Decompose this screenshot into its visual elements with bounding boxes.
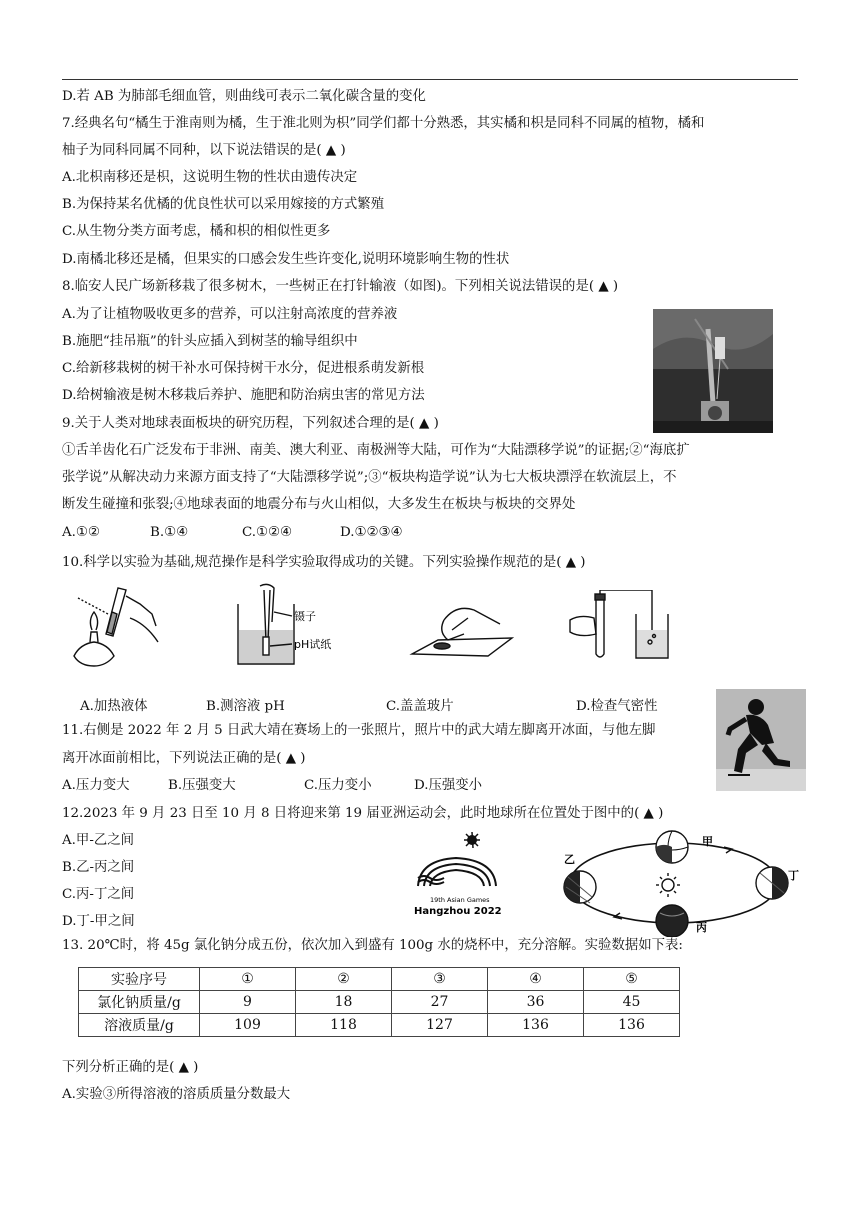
q7-option-b: B.为保持某名优橘的优良性状可以采用嫁接的方式繁殖 <box>62 197 385 212</box>
table-row <box>79 968 680 991</box>
logo-line1: 19th Asian Games <box>430 896 490 904</box>
table-cell: 136 <box>488 1014 584 1037</box>
earth-bing-icon <box>656 905 688 937</box>
ph-test-figure <box>230 582 350 670</box>
logo-line2: Hangzhou 2022 <box>414 906 502 917</box>
q13-question: 下列分析正确的是( ▲ ) <box>62 1060 199 1075</box>
asian-games-logo <box>410 830 502 920</box>
tree-iv-photo <box>653 309 773 433</box>
table-cell: 45 <box>584 991 680 1014</box>
tweezers-tag: 镊子 <box>294 610 316 623</box>
q10-caption-a: A.加热液体 <box>80 699 148 714</box>
table-cell: 109 <box>200 1014 296 1037</box>
q11-option-a: A.压力变大 <box>62 778 130 793</box>
table-cell: 氯化钠质量/g <box>79 991 200 1014</box>
q9-statement-line3: 断发生碰撞和张裂;④地球表面的地震分布与火山相似，大多发生在板块与板块的交界处 <box>62 497 576 512</box>
table-cell: 36 <box>488 991 584 1014</box>
q12-option-b: B.乙-丙之间 <box>62 860 135 875</box>
heating-liquid-figure <box>66 584 166 674</box>
table-cell: 136 <box>584 1014 680 1037</box>
q11-option-b: B.压强变大 <box>168 778 236 793</box>
table-cell: ③ <box>392 968 488 991</box>
sun-icon <box>656 873 680 897</box>
q9-option-c: C.①②④ <box>242 525 293 540</box>
q12-stem: 12.2023 年 9 月 23 日至 10 月 8 日将迎来第 19 届亚洲运动会，此时地球所在位置处于图中的( ▲ ) <box>62 806 664 821</box>
q10-stem: 10.科学以实验为基础,规范操作是科学实验取得成功的关键。下列实验操作规范的是( ▲ ) <box>62 555 586 570</box>
table-cell: 实验序号 <box>79 968 200 991</box>
q7-option-a: A.北枳南移还是枳，这说明生物的性状由遗传决定 <box>62 170 358 185</box>
q9-statement-line1: ①舌羊齿化石广泛发布于非洲、南美、澳大利亚、南极洲等大陆，可作为“大陆漂移学说”的证据;②“海底扩 <box>62 443 690 458</box>
q8-option-c: C.给新移栽树的树干补水可保持树干水分，促进根系萌发新根 <box>62 361 425 376</box>
q9-statement-line2: 张学说”从解决动力来源方面支持了“大陆漂移学说”;③“板块构造学说”认为七大板块漂浮在软流层上，不 <box>62 470 677 485</box>
table-cell: 27 <box>392 991 488 1014</box>
nacl-data-table <box>78 967 680 1037</box>
cover-slip-figure <box>408 596 514 662</box>
table-cell: ① <box>200 968 296 991</box>
orbit-label-jia: 甲 <box>702 835 713 848</box>
table-cell: 118 <box>296 1014 392 1037</box>
earth-ding-icon <box>756 867 788 899</box>
table-cell: ⑤ <box>584 968 680 991</box>
q8-stem: 8.临安人民广场新移栽了很多树木，一些树正在打针输液（如图)。下列相关说法错误的是( ▲ ) <box>62 279 619 294</box>
q7-stem-line2: 柚子为同科同属不同种，以下说法错误的是( ▲ ) <box>62 143 346 158</box>
table-cell: ④ <box>488 968 584 991</box>
earth-yi-icon <box>564 871 596 903</box>
table-row <box>79 991 680 1014</box>
q12-option-d: D.丁-甲之间 <box>62 914 135 929</box>
q10-caption-b: B.测溶液 pH <box>206 699 285 714</box>
q11-option-d: D.压强变小 <box>414 778 483 793</box>
q6-option-d: D.若 AB 为肺部毛细血管，则曲线可表示二氧化碳含量的变化 <box>62 89 426 104</box>
q8-option-b: B.施肥“挂吊瓶”的针头应插入到树茎的输导组织中 <box>62 334 358 349</box>
q10-caption-c: C.盖盖玻片 <box>386 699 454 714</box>
skater-photo <box>716 689 806 791</box>
q11-option-c: C.压力变小 <box>304 778 372 793</box>
table-cell: 溶液质量/g <box>79 1014 200 1037</box>
q7-option-c: C.从生物分类方面考虑，橘和枳的相似性更多 <box>62 224 331 239</box>
table-cell: ② <box>296 968 392 991</box>
q9-option-d: D.①②③④ <box>340 525 403 540</box>
q11-stem-line1: 11.右侧是 2022 年 2 月 5 日武大靖在赛场上的一张照片，照片中的武大靖左脚离开冰面，与他左脚 <box>62 723 656 738</box>
q12-option-c: C.丙-丁之间 <box>62 887 135 902</box>
q13-stem: 13. 20℃时，将 45g 氯化钠分成五份，依次加入到盛有 100g 水的烧杯中，充分溶解。实验数据如下表: <box>62 938 683 953</box>
table-cell: 9 <box>200 991 296 1014</box>
q8-option-a: A.为了让植物吸收更多的营养，可以注射高浓度的营养液 <box>62 307 398 322</box>
q8-option-d: D.给树输液是树木移栽后养护、施肥和防治病虫害的常见方法 <box>62 388 425 403</box>
airtightness-figure <box>566 590 676 666</box>
header-rule <box>62 79 798 80</box>
q9-option-b: B.①④ <box>150 525 189 540</box>
earth-orbit-diagram <box>556 827 802 937</box>
q10-caption-d: D.检查气密性 <box>576 699 658 714</box>
earth-jia-icon <box>656 831 688 863</box>
q12-option-a: A.甲-乙之间 <box>62 833 135 848</box>
q9-stem: 9.关于人类对地球表面板块的研究历程，下列叙述合理的是( ▲ ) <box>62 416 439 431</box>
q7-option-d: D.南橘北移还是橘，但果实的口感会发生些许变化,说明环境影响生物的性状 <box>62 252 510 267</box>
q11-stem-line2: 离开冰面前相比，下列说法正确的是( ▲ ) <box>62 751 306 766</box>
table-cell: 18 <box>296 991 392 1014</box>
q9-option-a: A.①② <box>62 525 100 540</box>
ph-paper-tag: pH试纸 <box>294 638 332 651</box>
table-cell: 127 <box>392 1014 488 1037</box>
orbit-label-ding: 丁 <box>788 869 799 882</box>
orbit-label-yi: 乙 <box>564 853 575 866</box>
q13-option-a: A.实验③所得溶液的溶质质量分数最大 <box>62 1087 291 1102</box>
orbit-label-bing: 丙 <box>696 921 707 934</box>
q7-stem-line1: 7.经典名句“橘生于淮南则为橘，生于淮北则为枳”同学们都十分熟悉，其实橘和枳是同科不同属的植物，橘和 <box>62 116 705 131</box>
table-row <box>79 1014 680 1037</box>
